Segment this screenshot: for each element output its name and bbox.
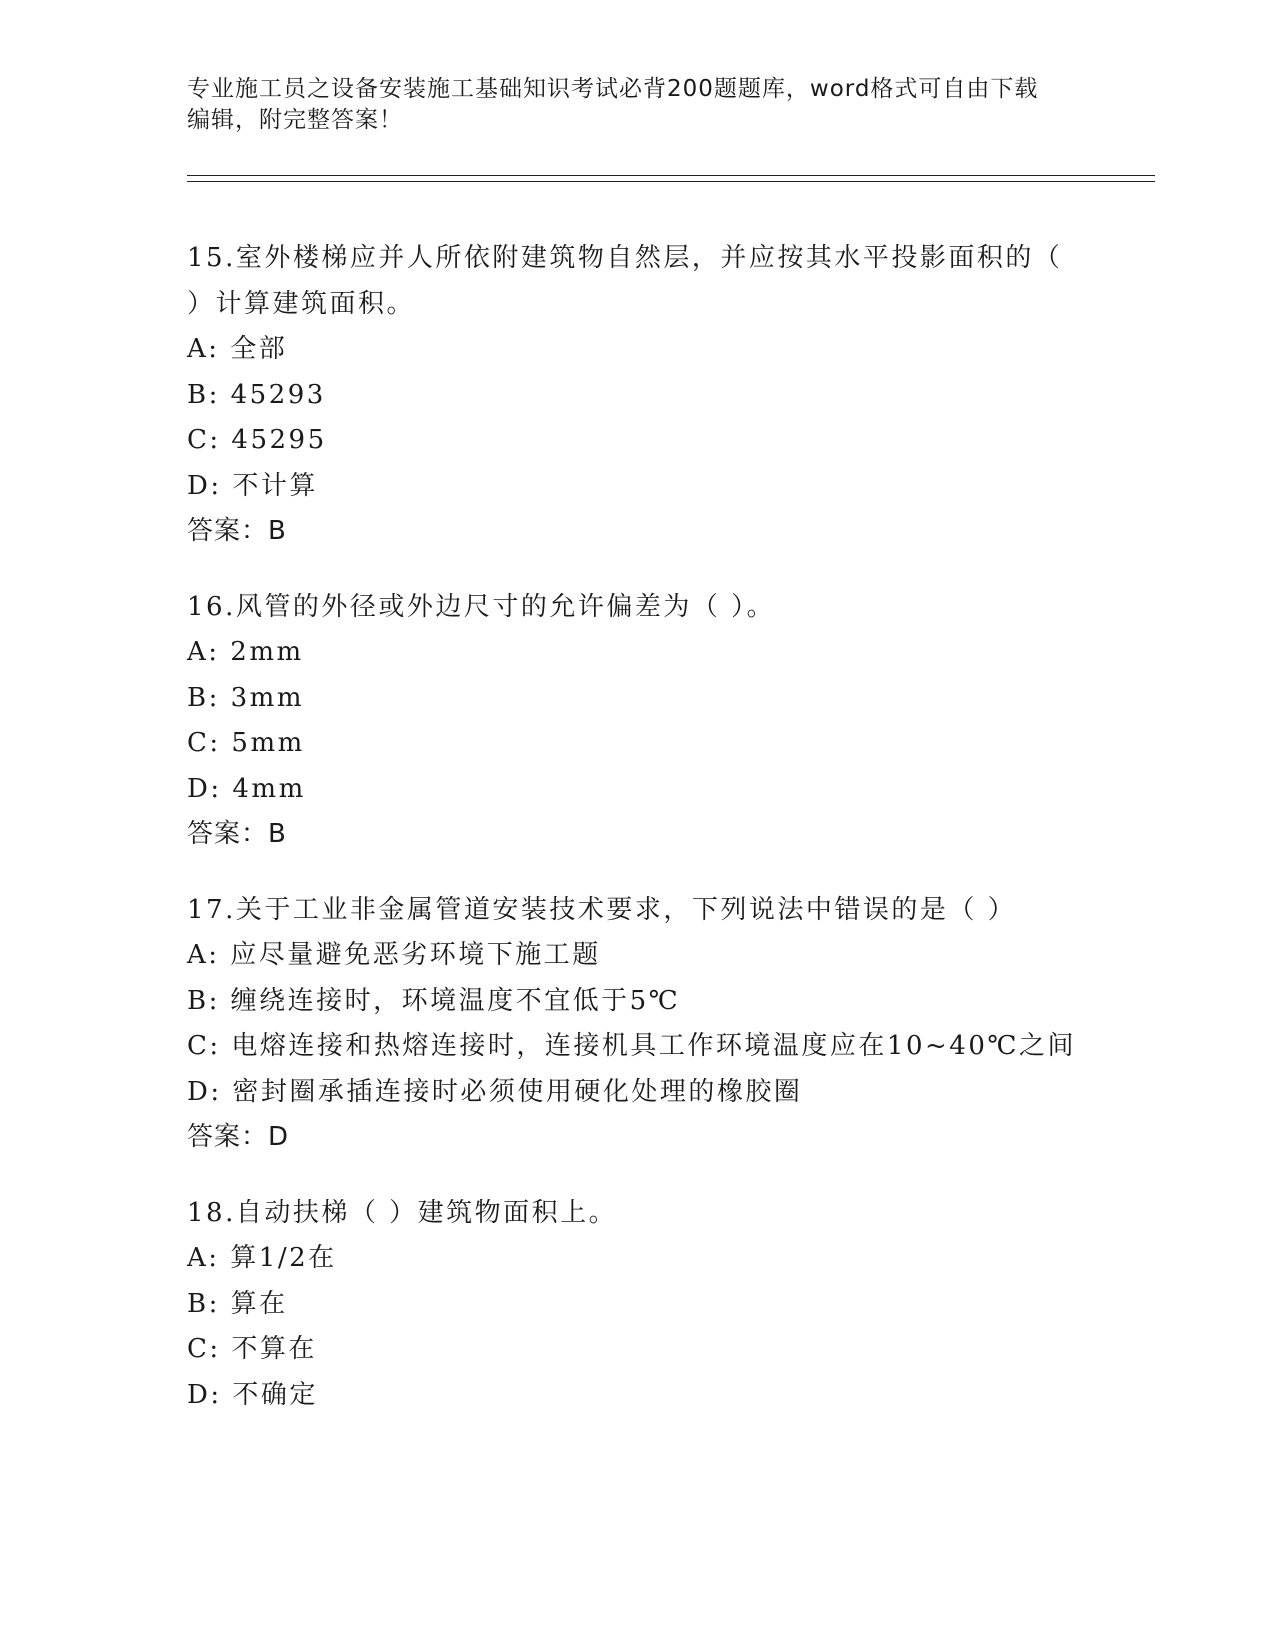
option-a: A: 应尽量避免恶劣环境下施工题	[187, 940, 601, 970]
question-stem: 15.室外楼梯应并人所依附建筑物自然层，并应按其水平投影面积的（	[187, 243, 1063, 273]
option-a: A: 算1/2在	[187, 1243, 337, 1273]
option-d: D: 4mm	[187, 773, 306, 804]
answer-key: 答案：B	[187, 819, 287, 849]
option-d: D: 密封圈承插连接时必须使用硬化处理的橡胶圈	[187, 1076, 803, 1107]
question-list	[187, 236, 1087, 1448]
option-c: C: 电熔连接和热熔连接时，连接机具工作环境温度应在10~40℃之间	[187, 1031, 1076, 1061]
question-stem-continued: ）计算建筑面积。	[187, 288, 416, 319]
question-18	[187, 1191, 1087, 1419]
option-d: D: 不确定	[187, 1379, 318, 1410]
question-15	[187, 236, 1087, 555]
question-17	[187, 888, 1087, 1161]
question-stem: 16.风管的外径或外边尺寸的允许偏差为（ ）。	[187, 591, 776, 622]
option-b: B: 45293	[187, 379, 326, 410]
option-b: B: 算在	[187, 1288, 288, 1319]
header-title-line-1: 专业施工员之设备安装施工基础知识考试必背200题题库，word格式可自由下载	[187, 76, 1039, 102]
option-d: D: 不计算	[187, 470, 318, 501]
header-title-line-2: 编辑，附完整答案！	[187, 107, 403, 133]
option-b: B: 3mm	[187, 682, 304, 713]
header-divider-bottom	[187, 181, 1155, 182]
option-c: C: 5mm	[187, 728, 305, 758]
question-stem: 18.自动扶梯（ ）建筑物面积上。	[187, 1197, 618, 1228]
question-stem: 17.关于工业非金属管道安装技术要求，下列说法中错误的是（ ）	[187, 894, 1017, 925]
answer-key: 答案：D	[187, 1122, 290, 1152]
option-c: C: 45295	[187, 425, 327, 455]
question-16	[187, 585, 1087, 858]
document-header	[187, 74, 1067, 136]
header-divider-top	[187, 175, 1155, 176]
option-a: A: 2mm	[187, 637, 304, 667]
option-b: B: 缠绕连接时，环境温度不宜低于5℃	[187, 985, 681, 1016]
option-a: A: 全部	[187, 334, 288, 364]
answer-key: 答案：B	[187, 516, 287, 546]
option-c: C: 不算在	[187, 1334, 317, 1364]
